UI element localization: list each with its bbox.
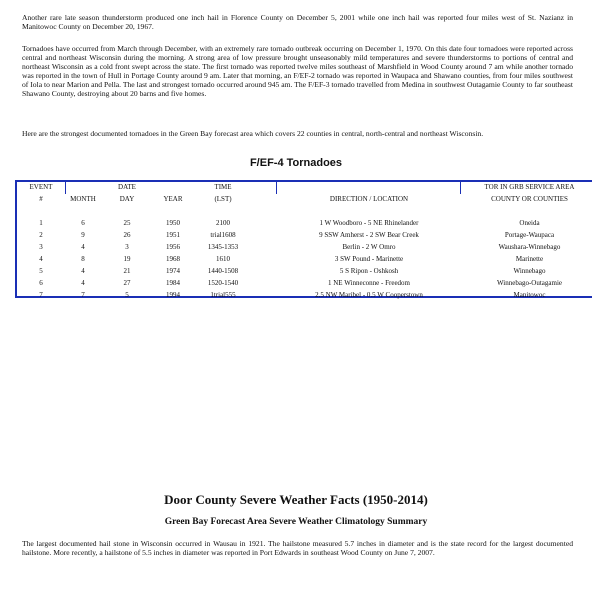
header-num: # [39,195,43,203]
header-tor-area: TOR IN GRB SERVICE AREA [484,183,575,191]
section-title: Door County Severe Weather Facts (1950-2014) [164,492,428,507]
cell-month: 9 [81,231,85,239]
cell-time: 2100 [216,219,230,227]
header-counties: COUNTY OR COUNTIES [491,195,568,203]
cell-time: 1520-1540 [207,279,239,287]
cell-month: 8 [81,255,85,263]
table-divider [65,182,66,194]
cell-time: trial1608 [210,231,236,239]
header-event: EVENT [29,183,53,191]
cell-time: 1trial555 [210,291,236,299]
table-divider [276,182,277,194]
cell-year: 1968 [166,255,180,263]
cell-year: 1974 [166,267,180,275]
cell-month: 7 [81,291,85,299]
header-date: DATE [118,183,136,191]
cell-year: 1951 [166,231,180,239]
cell-day: 3 [125,243,129,251]
cell-year: 1984 [166,279,180,287]
cell-month: 6 [81,219,85,227]
cell-counties: Manitowoc [513,291,546,299]
cell-day: 5 [125,291,129,299]
intro-paragraph-3: Here are the strongest documented tornadoes in the Green Bay forecast area which covers 22 counties in central, north-central and northeast Wisconsin. [22,129,484,138]
cell-day: 26 [123,231,131,239]
cell-day: 25 [123,219,131,227]
cell-month: 4 [81,279,85,287]
cell-direction: 5 S Ripon - Oshkosh [339,267,399,275]
cell-num: 5 [39,267,43,275]
cell-direction: 1 W Woodboro - 5 NE Rhinelander [319,219,419,227]
header-day: DAY [119,195,135,203]
hail-paragraph: The largest documented hail stone in Wisconsin occurred in Wausau in 1921. The hailstone measured 5.7 inches in diameter and is the state record for the largest documented hailstone. More recently, a hailstone of 5.5 inches in diameter was reported in Port Edwards in southeast Wood County on June 7, 2007. [22,539,573,558]
section-subtitle: Green Bay Forecast Area Severe Weather Climatology Summary [164,517,428,527]
cell-month: 4 [81,243,85,251]
cell-num: 6 [39,279,43,287]
cell-day: 19 [123,255,131,263]
cell-year: 1956 [166,243,180,251]
cell-counties: Oneida [519,219,540,227]
cell-direction: Berlin - 2 W Omro [342,243,396,251]
intro-paragraph-2: Tornadoes have occurred from March through December, with an extremely rare tornado outbreak occurring on December 1, 1970. On this date four tornadoes were reported across central and northeast Wisconsin during the morning. A strong area of low pressure brought unseasonably mild temperatures and severe thunderstorms to portions of central and northeast Wisconsin as a cold front swept across the state. The first tornado was reported twelve miles southeast of Marshfield in Wood County around 7 am while another tornado was reported in the town of Hull in Portage County around 9 am. Later that morning, an F/EF-2 tornado was reported in Waupaca and Shawano counties, from four miles southwest of Iola to near Marion and Pella. The last and strongest tornado occurred around 945 am. The F/EF-3 tornado travelled from Medina in southwest Outagamie County to far southeast Shawano County, destroying about 20 barns and five homes. [22,44,573,99]
cell-counties: Waushara-Winnebago [498,243,561,251]
tornado-table [15,180,592,298]
cell-num: 3 [39,243,43,251]
cell-counties: Winnebago-Outagamie [496,279,563,287]
cell-time: 1440-1508 [207,267,239,275]
cell-year: 1950 [166,219,180,227]
header-direction: DIRECTION / LOCATION [329,195,409,203]
cell-num: 1 [39,219,43,227]
cell-num: 2 [39,231,43,239]
header-month: MONTH [70,195,96,203]
header-year: YEAR [163,195,183,203]
cell-num: 4 [39,255,43,263]
cell-counties: Portage-Waupaca [504,231,555,239]
cell-num: 7 [39,291,43,299]
cell-direction: 9 SSW Amherst - 2 SW Bear Creek [319,231,419,239]
cell-counties: Winnebago [513,267,546,275]
intro-paragraph-1: Another rare late season thunderstorm produced one inch hail in Florence County on December 5, 2001 while one inch hail was reported four miles west of St. Nazianz in Manitowoc County on December 20, 1967. [22,13,573,32]
cell-day: 21 [123,267,131,275]
cell-time: 1345-1353 [207,243,239,251]
cell-time: 1610 [216,255,230,263]
cell-direction: 1 NE Winneconne - Freedom [327,279,410,287]
cell-direction: 3 SW Pound - Marinette [334,255,404,263]
table-title: F/EF-4 Tornadoes [249,157,343,169]
table-divider [460,182,461,194]
header-lst: (LST) [214,195,232,203]
cell-day: 27 [123,279,131,287]
cell-counties: Marinette [515,255,544,263]
cell-month: 4 [81,267,85,275]
cell-year: 1994 [166,291,180,299]
cell-direction: 2.5 NW Maribel - 0.5 W Cooperstown [315,291,423,299]
header-time: TIME [214,183,232,191]
